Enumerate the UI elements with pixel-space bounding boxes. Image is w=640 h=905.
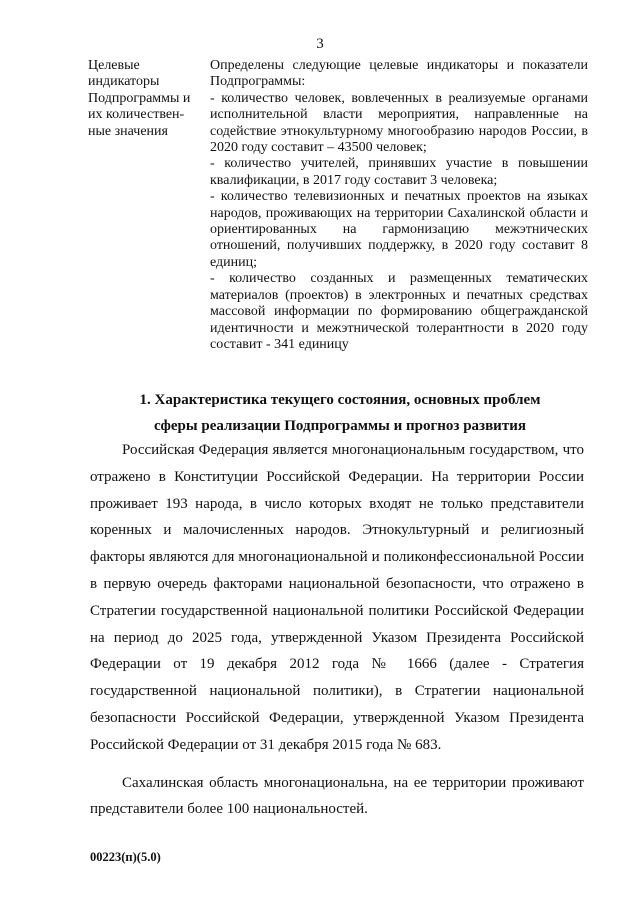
- indicator-item: - количество человек, вовлеченных в реализуемые органами исполнительной власти мероприятия, направленные на содействие этнокультурному многообразию народов России, в 2020 году составит – 43500 человек;: [210, 90, 588, 156]
- section-body: [90, 437, 584, 823]
- document-code: 00223(п)(5.0): [90, 850, 161, 864]
- indicators-table: [88, 58, 588, 353]
- indicator-item: - количество учителей, принявших участие в повышении квалификации, в 2017 году составит 3 человека;: [210, 156, 588, 188]
- indicator-item: - количество телевизионных и печатных проектов на языках народов, проживающих на территории Сахалинской области и ориентированных на гармонизацию межэтнических отношений, получивших поддержку, в 2020 году составит 8 единиц;: [210, 189, 588, 270]
- section-heading-line: сферы реализации Подпрограммы и прогноз развития: [154, 418, 526, 434]
- label-line: их количествен-: [88, 107, 185, 123]
- label-line: индикаторы: [88, 74, 160, 90]
- label-line: Подпрограммы и: [88, 90, 191, 106]
- body-paragraph: Российская Федерация является многонациональным государством, что отражено в Конституции Российской Федерации. На территории России проживает 193 народа, в число которых входят не только представители коренных и малочисленных народов. Этнокультурный и религиозный факторы являются для многонациональной и поликонфессиональной России в первую очередь факторами национальной безопасности, что отражено в Стратегии государственной национальной политики Российской Федерации на период до 2025 года, утвержденной Указом Президента Российской Федерации от 19 декабря 2012 года № 1666 (далее - Стратегия государственной национальной политики), в Стратегии национальной безопасности Российской Федерации, утвержденной Указом Президента Российской Федерации от 31 декабря 2015 года № 683.: [90, 442, 584, 753]
- page-number: 3: [316, 36, 324, 52]
- label-line: ные значения: [88, 123, 168, 139]
- body-paragraph: Сахалинская область многонациональна, на ее территории проживают представители более 100 национальностей.: [90, 774, 584, 818]
- section-heading-line: 1. Характеристика текущего состояния, основных проблем: [139, 392, 541, 408]
- indicator-item: - количество созданных и размещенных тематических материалов (проектов) в электронных и печатных средствах массовой информации по формированию общегражданской идентичности и межэтнической толерантности в 2020 году составит - 341 единицу: [210, 271, 588, 352]
- indicators-label: [88, 58, 210, 353]
- section-heading: [90, 387, 590, 439]
- indicators-intro: Определены следующие целевые индикаторы и показатели Подпрограммы:: [210, 58, 588, 90]
- indicators-content: [210, 58, 588, 353]
- label-line: Целевые: [88, 58, 140, 73]
